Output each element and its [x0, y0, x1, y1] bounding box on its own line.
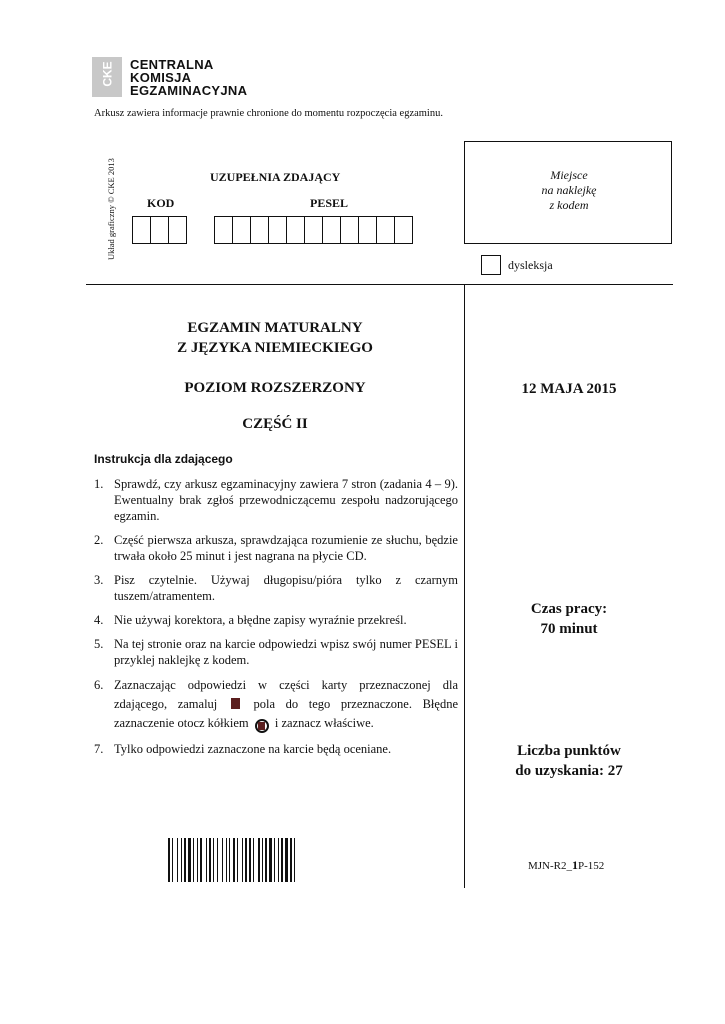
horizontal-divider [86, 284, 673, 285]
logo-line: EGZAMINACYJNA [130, 83, 248, 98]
exam-part: CZĘŚĆ II [242, 416, 308, 432]
instruction-item: 5. Na tej stronie oraz na karcie odpowiedzi wpisz swój numer PESEL i przyklej naklejkę z kodem. [94, 637, 458, 667]
instructions-list [94, 476, 458, 765]
circled-square-icon [255, 719, 269, 733]
digit-cell[interactable] [322, 216, 341, 244]
sticker-text: na naklejkę [541, 183, 597, 197]
kod-label: KOD [147, 196, 175, 210]
time-label: Czas pracy: [530, 601, 608, 617]
instruction-item: 6. Zaznaczając odpowiedzi w części karty przeznaczonej dla zdającego, zamaluj pola do tego przeznaczone. Błędne zaznaczenie otocz kółkiem i zaznacz właściwe. [94, 676, 458, 733]
digit-cell[interactable] [286, 216, 305, 244]
digit-cell[interactable] [376, 216, 395, 244]
dyslexia-label: dysleksja [508, 258, 553, 272]
exam-title-line1: EGZAMIN MATURALNY [187, 320, 363, 336]
instructions-heading: Instrukcja dla zdającego [94, 452, 233, 466]
digit-cell[interactable] [394, 216, 413, 244]
logo-line: CENTRALNA [130, 57, 214, 72]
digit-cell[interactable] [268, 216, 287, 244]
digit-cell[interactable] [132, 216, 151, 244]
exam-code: MJN-R2_1P-152 [528, 858, 605, 872]
time-value: 70 minut [540, 621, 598, 637]
points-label: Liczba punktów [517, 743, 621, 759]
digit-cell[interactable] [214, 216, 233, 244]
kod-input-cells[interactable] [133, 216, 187, 244]
barcode-icon [168, 838, 398, 882]
instruction-item: 4. Nie używaj korektora, a błędne zapisy wyraźnie przekreśl. [94, 613, 407, 627]
logo-line: KOMISJA [130, 70, 192, 85]
instruction-item: 1. Sprawdź, czy arkusz egzaminacyjny zawiera 7 stron (zadania 4 – 9). Ewentualny brak zgłoś przewodniczącemu zespołu nadzorującego egzamin. [94, 477, 458, 523]
dyslexia-checkbox[interactable] [481, 255, 501, 275]
digit-cell[interactable] [304, 216, 323, 244]
sticker-text: z kodem [549, 198, 589, 212]
instruction-item: 7. Tylko odpowiedzi zaznaczone na karcie będą oceniane. [94, 742, 392, 756]
filled-square-icon [231, 698, 240, 709]
digit-cell[interactable] [150, 216, 169, 244]
digit-cell[interactable] [250, 216, 269, 244]
digit-cell[interactable] [168, 216, 187, 244]
graphic-credit: Układ graficzny © CKE 2013 [106, 158, 116, 260]
confidentiality-notice: Arkusz zawiera informacje prawnie chronione do momentu rozpoczęcia egzaminu. [94, 108, 443, 119]
cke-logo-mark: CKE [92, 57, 122, 97]
pesel-input-cells[interactable] [215, 216, 413, 244]
exam-title-line2: Z JĘZYKA NIEMIECKIEGO [177, 340, 373, 356]
exam-date: 12 MAJA 2015 [521, 381, 617, 397]
sticker-text: Miejsce [550, 168, 588, 182]
sticker-placeholder-box [464, 141, 672, 244]
fill-by-candidate-label: UZUPEŁNIA ZDAJĄCY [210, 170, 341, 184]
digit-cell[interactable] [340, 216, 359, 244]
points-value: do uzyskania: 27 [515, 763, 623, 779]
pesel-label: PESEL [310, 196, 349, 210]
digit-cell[interactable] [358, 216, 377, 244]
vertical-divider [464, 284, 465, 888]
digit-cell[interactable] [232, 216, 251, 244]
cke-logo-text [130, 58, 247, 97]
instruction-item: 3. Pisz czytelnie. Używaj długopisu/pióra tylko z czarnym tuszem/atramentem. [94, 573, 458, 603]
exam-level: POZIOM ROZSZERZONY [184, 380, 366, 396]
instruction-item: 2. Część pierwsza arkusza, sprawdzająca rozumienie ze słuchu, będzie trwała około 25 minut i jest nagrana na płycie CD. [94, 533, 458, 563]
